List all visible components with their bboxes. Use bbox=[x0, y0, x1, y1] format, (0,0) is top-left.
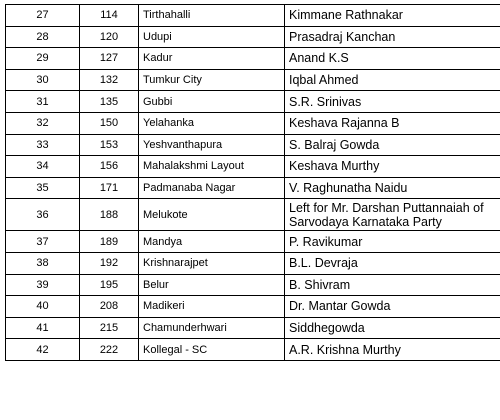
candidate-name-cell: Iqbal Ahmed bbox=[285, 69, 500, 91]
candidate-name-cell: Kimmane Rathnakar bbox=[285, 5, 500, 27]
candidate-list-body bbox=[6, 5, 500, 361]
serial-number-cell: 42 bbox=[6, 339, 80, 361]
constituency-name-cell: Madikeri bbox=[139, 296, 285, 318]
constituency-number-cell: 132 bbox=[80, 69, 139, 91]
serial-number-cell: 33 bbox=[6, 134, 80, 156]
table-row bbox=[6, 231, 500, 253]
candidate-name-cell: S. Balraj Gowda bbox=[285, 134, 500, 156]
table-row bbox=[6, 274, 500, 296]
serial-number-cell: 29 bbox=[6, 48, 80, 70]
table-row bbox=[6, 91, 500, 113]
candidate-name-cell: Prasadraj Kanchan bbox=[285, 26, 500, 48]
serial-number-cell: 41 bbox=[6, 317, 80, 339]
constituency-number-cell: 188 bbox=[80, 199, 139, 231]
constituency-number-cell: 208 bbox=[80, 296, 139, 318]
candidate-name-cell: B. Shivram bbox=[285, 274, 500, 296]
constituency-number-cell: 195 bbox=[80, 274, 139, 296]
candidate-name-cell: Left for Mr. Darshan Puttannaiah of Sarvodaya Karnataka Party bbox=[285, 199, 500, 231]
constituency-number-cell: 192 bbox=[80, 252, 139, 274]
constituency-number-cell: 127 bbox=[80, 48, 139, 70]
constituency-name-cell: Tirthahalli bbox=[139, 5, 285, 27]
candidate-name-cell: A.R. Krishna Murthy bbox=[285, 339, 500, 361]
table-row bbox=[6, 199, 500, 231]
constituency-number-cell: 171 bbox=[80, 177, 139, 199]
constituency-name-cell: Melukote bbox=[139, 199, 285, 231]
constituency-number-cell: 215 bbox=[80, 317, 139, 339]
constituency-number-cell: 120 bbox=[80, 26, 139, 48]
constituency-name-cell: Belur bbox=[139, 274, 285, 296]
constituency-name-cell: Kollegal - SC bbox=[139, 339, 285, 361]
table-row bbox=[6, 296, 500, 318]
constituency-number-cell: 135 bbox=[80, 91, 139, 113]
constituency-name-cell: Gubbi bbox=[139, 91, 285, 113]
table-row bbox=[6, 156, 500, 178]
table-row bbox=[6, 48, 500, 70]
table-row bbox=[6, 69, 500, 91]
serial-number-cell: 38 bbox=[6, 252, 80, 274]
constituency-name-cell: Yeshvanthapura bbox=[139, 134, 285, 156]
constituency-name-cell: Mahalakshmi Layout bbox=[139, 156, 285, 178]
table-row bbox=[6, 134, 500, 156]
constituency-number-cell: 114 bbox=[80, 5, 139, 27]
constituency-number-cell: 222 bbox=[80, 339, 139, 361]
serial-number-cell: 37 bbox=[6, 231, 80, 253]
table-row bbox=[6, 112, 500, 134]
candidate-name-cell: S.R. Srinivas bbox=[285, 91, 500, 113]
table-row bbox=[6, 5, 500, 27]
serial-number-cell: 30 bbox=[6, 69, 80, 91]
table-row bbox=[6, 317, 500, 339]
serial-number-cell: 32 bbox=[6, 112, 80, 134]
table-row bbox=[6, 26, 500, 48]
constituency-name-cell: Chamunderhwari bbox=[139, 317, 285, 339]
table-row bbox=[6, 177, 500, 199]
candidate-name-cell: Keshava Rajanna B bbox=[285, 112, 500, 134]
candidate-name-cell: Anand K.S bbox=[285, 48, 500, 70]
constituency-number-cell: 150 bbox=[80, 112, 139, 134]
table-row bbox=[6, 252, 500, 274]
constituency-name-cell: Padmanaba Nagar bbox=[139, 177, 285, 199]
serial-number-cell: 28 bbox=[6, 26, 80, 48]
serial-number-cell: 31 bbox=[6, 91, 80, 113]
candidate-name-cell: B.L. Devraja bbox=[285, 252, 500, 274]
table-row bbox=[6, 339, 500, 361]
serial-number-cell: 35 bbox=[6, 177, 80, 199]
serial-number-cell: 39 bbox=[6, 274, 80, 296]
candidate-list-table bbox=[5, 4, 500, 361]
serial-number-cell: 34 bbox=[6, 156, 80, 178]
candidate-name-cell: Siddhegowda bbox=[285, 317, 500, 339]
constituency-number-cell: 153 bbox=[80, 134, 139, 156]
constituency-name-cell: Mandya bbox=[139, 231, 285, 253]
constituency-name-cell: Yelahanka bbox=[139, 112, 285, 134]
candidate-name-cell: V. Raghunatha Naidu bbox=[285, 177, 500, 199]
candidate-list-table-wrapper bbox=[5, 4, 500, 361]
serial-number-cell: 27 bbox=[6, 5, 80, 27]
constituency-name-cell: Udupi bbox=[139, 26, 285, 48]
constituency-name-cell: Krishnarajpet bbox=[139, 252, 285, 274]
candidate-name-cell: Dr. Mantar Gowda bbox=[285, 296, 500, 318]
candidate-name-cell: Keshava Murthy bbox=[285, 156, 500, 178]
constituency-number-cell: 156 bbox=[80, 156, 139, 178]
constituency-name-cell: Kadur bbox=[139, 48, 285, 70]
serial-number-cell: 40 bbox=[6, 296, 80, 318]
constituency-name-cell: Tumkur City bbox=[139, 69, 285, 91]
candidate-name-cell: P. Ravikumar bbox=[285, 231, 500, 253]
serial-number-cell: 36 bbox=[6, 199, 80, 231]
constituency-number-cell: 189 bbox=[80, 231, 139, 253]
